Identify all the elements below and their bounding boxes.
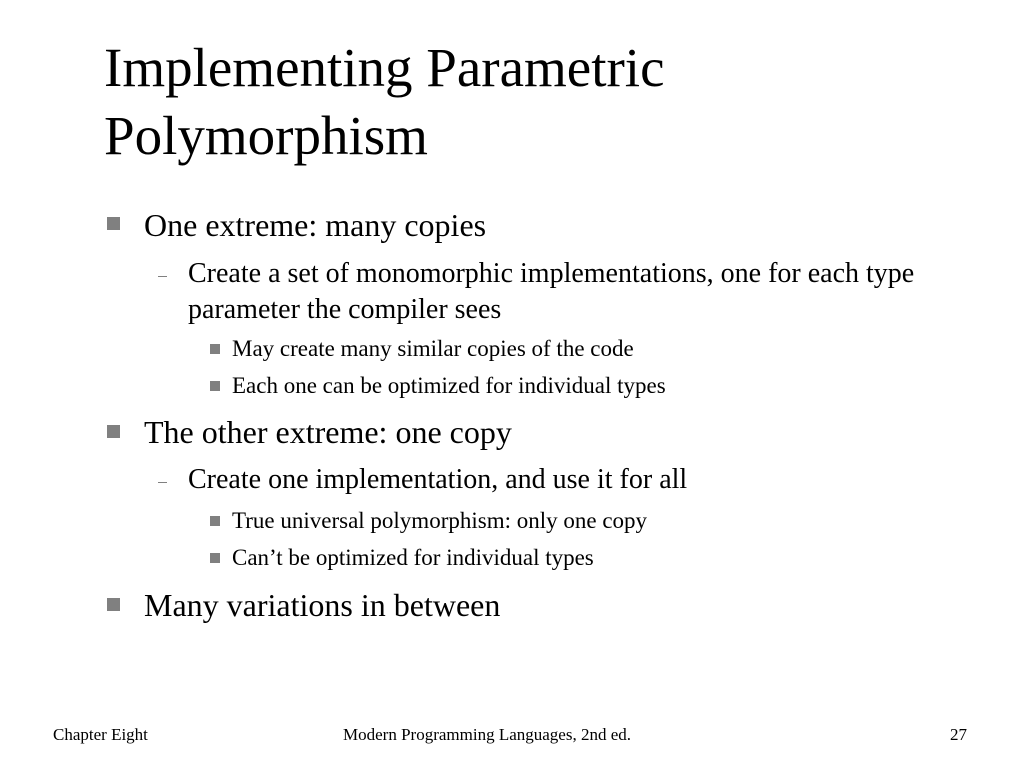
- footer-chapter: Chapter Eight: [53, 725, 148, 744]
- slide-title-line-1: Implementing Parametric: [104, 37, 665, 98]
- sub-bullet-text: Create a set of monomorphic implementations, one for each type parameter the compiler sees: [188, 258, 915, 325]
- detail-bullet-text: Can’t be optimized for individual types: [232, 545, 594, 570]
- dash-bullet-icon: [158, 482, 167, 483]
- slide-title-line-2: Polymorphism: [104, 105, 428, 166]
- detail-bullet-text: True universal polymorphism: only one copy: [232, 508, 648, 533]
- bullet-text: Many variations in between: [144, 587, 501, 623]
- square-bullet-icon: [210, 516, 220, 526]
- footer-book-title: Modern Programming Languages, 2nd ed.: [343, 725, 631, 744]
- footer-page-number: 27: [950, 725, 967, 744]
- detail-bullet-text: Each one can be optimized for individual types: [232, 373, 666, 398]
- square-bullet-icon: [210, 381, 220, 391]
- bullet-text: The other extreme: one copy: [144, 414, 512, 450]
- square-bullet-icon: [107, 217, 120, 230]
- dash-bullet-icon: [158, 276, 167, 277]
- sub-bullet-many-copies: [158, 256, 948, 328]
- slide-title: [104, 34, 984, 170]
- sub-bullet-one-copy: [158, 462, 948, 498]
- square-bullet-icon: [210, 344, 220, 354]
- bullet-text: One extreme: many copies: [144, 207, 487, 243]
- detail-bullet-text: May create many similar copies of the code: [232, 336, 634, 361]
- square-bullet-icon: [107, 598, 120, 611]
- square-bullet-icon: [107, 425, 120, 438]
- square-bullet-icon: [210, 553, 220, 563]
- sub-bullet-text: Create one implementation, and use it for all: [188, 464, 688, 495]
